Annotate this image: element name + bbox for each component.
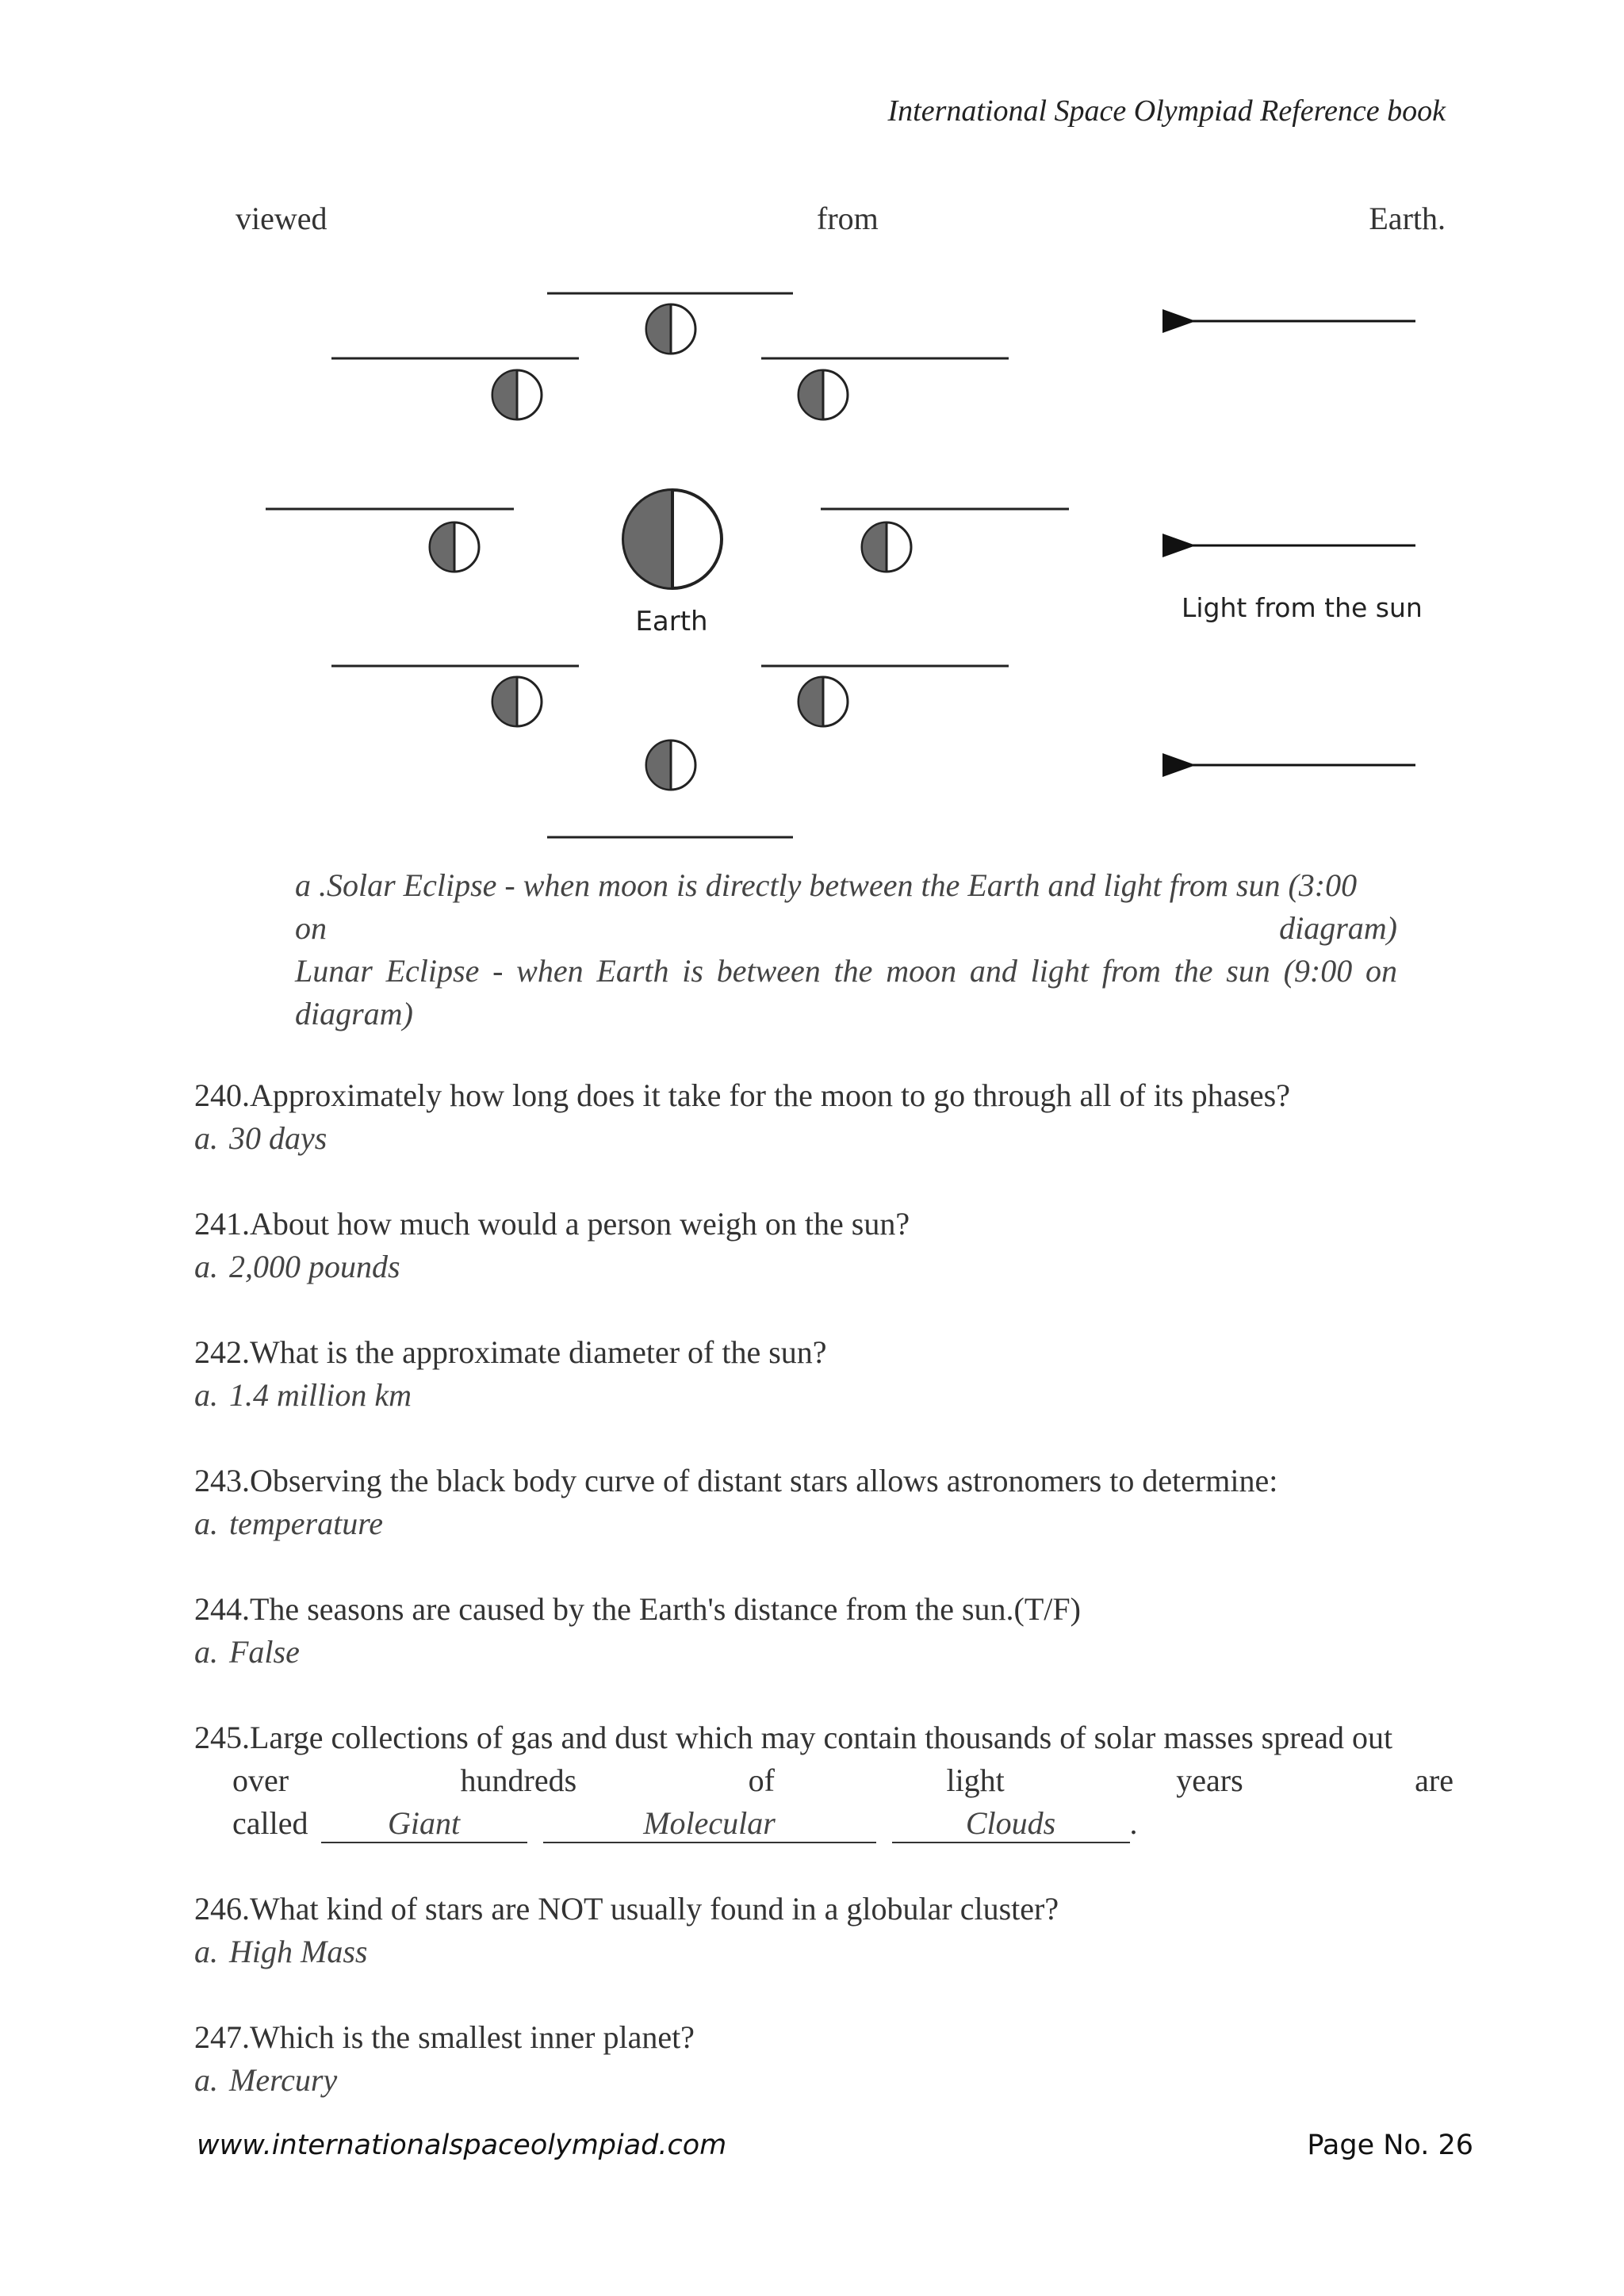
answer-label: a. <box>194 1934 218 1969</box>
question-245-line2 <box>232 1762 1454 1799</box>
answer-label: a. <box>194 1506 218 1541</box>
lead-word-earth: Earth. <box>1369 201 1446 236</box>
moon-bottom <box>646 740 695 790</box>
q245-word: light <box>946 1762 1005 1798</box>
q245-word: over <box>232 1762 289 1798</box>
caption-solar-line2 <box>295 907 1397 950</box>
answer-244 <box>194 1633 300 1670</box>
question-240: 240.Approximately how long does it take for the moon to go through all of its phases? <box>194 1077 1290 1113</box>
running-header: International Space Olympiad Reference book <box>887 94 1446 128</box>
answer-247 <box>194 2061 337 2099</box>
page-number: Page No. 26 <box>1307 2130 1473 2161</box>
moon-upper-left <box>492 370 542 419</box>
moon-upper-right <box>799 370 848 419</box>
moon-mid-left <box>430 522 479 572</box>
answer-text: 30 days <box>229 1120 327 1156</box>
answer-text: 1.4 million km <box>229 1377 412 1413</box>
answer-text: temperature <box>229 1506 384 1541</box>
answer-text: 2,000 pounds <box>229 1249 400 1284</box>
q245-word: of <box>748 1762 775 1798</box>
answer-241 <box>194 1248 400 1285</box>
answer-label: a. <box>194 1377 218 1413</box>
q245-word: are <box>1415 1762 1454 1798</box>
answer-text: False <box>229 1634 300 1670</box>
question-241: 241.About how much would a person weigh on the sun? <box>194 1206 910 1242</box>
answer-240 <box>194 1119 327 1157</box>
question-246: 246.What kind of stars are NOT usually found in a globular cluster? <box>194 1891 1059 1927</box>
moon-lower-left <box>492 677 542 726</box>
q245-word: years <box>1176 1762 1243 1798</box>
question-245-line1: 245.Large collections of gas and dust which may contain thousands of solar masses spread out <box>194 1720 1393 1755</box>
question-245-line3 <box>232 1804 1138 1843</box>
moon-top <box>646 304 695 354</box>
question-242: 242.What is the approximate diameter of the sun? <box>194 1334 827 1370</box>
answer-label: a. <box>194 1249 218 1284</box>
q245-period: . <box>1129 1805 1138 1841</box>
answer-243 <box>194 1505 383 1542</box>
caption-lunar-line1: Lunar Eclipse - when Earth is between the moon and light from the sun (9:00 on <box>295 953 1397 989</box>
answer-text: High Mass <box>229 1934 368 1969</box>
footer-website-link[interactable]: www.internationalspaceolympiad.com <box>197 2130 727 2161</box>
caption-solar-on: on <box>295 910 327 946</box>
caption-lunar-line2: diagram) <box>295 996 413 1031</box>
q245-blank-clouds: Clouds <box>892 1804 1130 1843</box>
q245-word: hundreds <box>460 1762 577 1798</box>
earth-label: Earth <box>635 606 708 637</box>
answer-label: a. <box>194 1120 218 1156</box>
question-243: 243.Observing the black body curve of distant stars allows astronomers to determine: <box>194 1463 1278 1498</box>
answer-246 <box>194 1933 367 1970</box>
moon-phases-diagram <box>0 0 1624 872</box>
q245-called: called <box>232 1805 308 1841</box>
question-247: 247.Which is the smallest inner planet? <box>194 2019 695 2055</box>
moon-mid-right <box>862 522 911 572</box>
caption-solar-diagram: diagram) <box>1279 910 1397 946</box>
q245-blank-molecular: Molecular <box>543 1804 876 1843</box>
answer-text: Mercury <box>229 2062 338 2098</box>
caption-solar-line1: a .Solar Eclipse - when moon is directly between the Earth and light from sun (3:00 <box>295 867 1358 903</box>
answer-label: a. <box>194 1634 218 1670</box>
lead-word-viewed: viewed <box>236 201 327 236</box>
lead-word-from: from <box>817 201 879 236</box>
question-244: 244.The seasons are caused by the Earth's distance from the sun.(T/F) <box>194 1591 1081 1627</box>
answer-label: a. <box>194 2062 218 2098</box>
sunlight-label: Light from the sun <box>1182 592 1423 623</box>
earth-globe <box>623 490 722 588</box>
answer-242 <box>194 1376 412 1414</box>
q245-blank-giant: Giant <box>321 1804 527 1843</box>
moon-lower-right <box>799 677 848 726</box>
